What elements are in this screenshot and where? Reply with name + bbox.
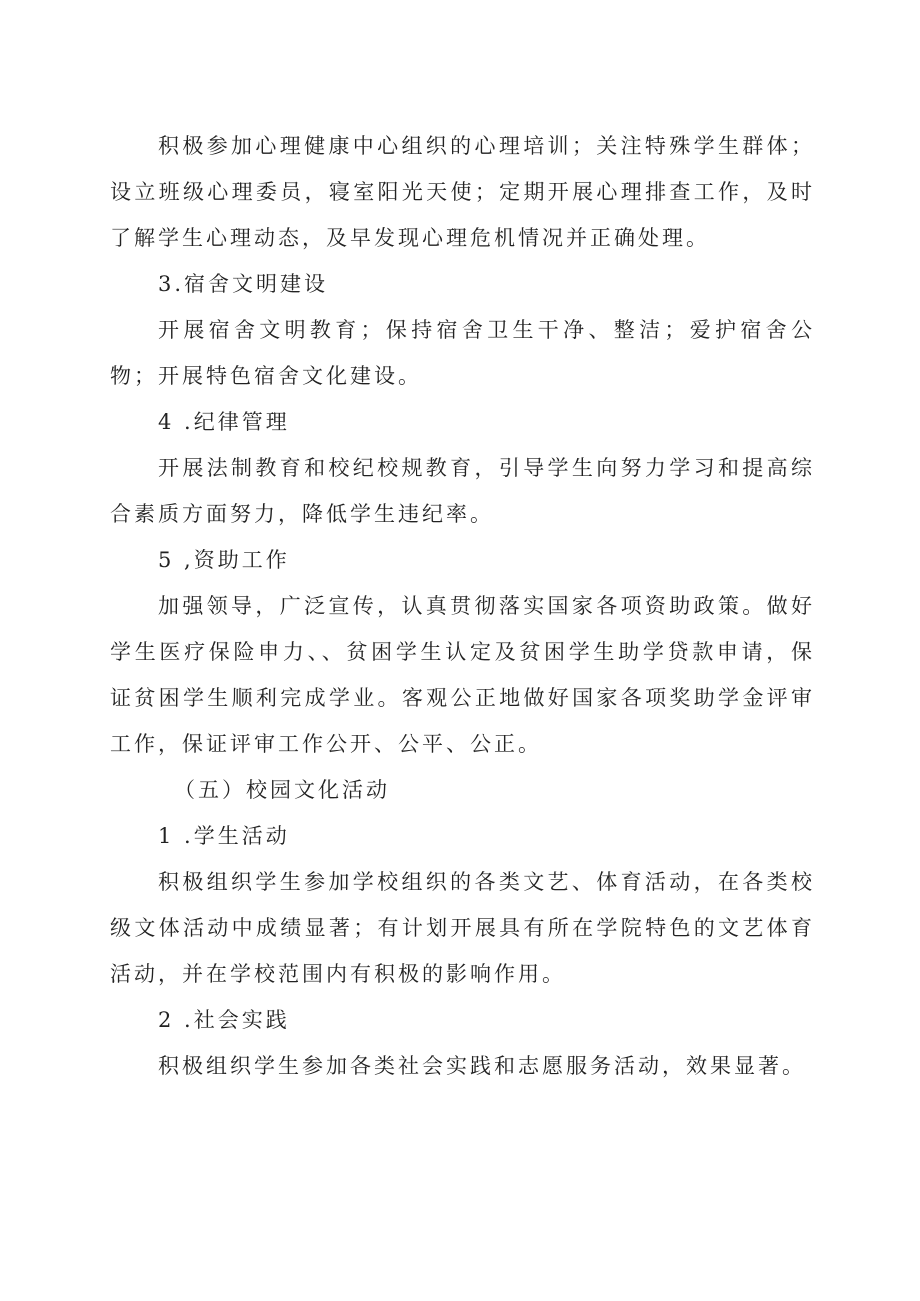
item-heading: 2 .社会实践 bbox=[158, 1008, 290, 1032]
body-paragraph: 积极组织学生参加学校组织的各类文艺、体育活动，在各类校级文体活动中成绩显著；有计划开展具有所在学院特色的文艺体育活动，并在学校范围内有积极的影响作用。 bbox=[110, 870, 815, 986]
document-body bbox=[110, 123, 815, 1089]
item-heading: 4 .纪律管理 bbox=[158, 410, 290, 434]
body-paragraph: 加强领导，广泛宣传，认真贯彻落实国家各项资助政策。做好学生医疗保险申力、、贫困学生认定及贫困学生助学贷款申请，保证贫困学生顺利完成学业。客观公正地做好国家各项奖助学金评审工作，保证评审工作公开、公平、公正。 bbox=[110, 594, 815, 756]
body-paragraph: 积极参加心理健康中心组织的心理培训；关注特殊学生群体；设立班级心理委员，寝室阳光天使；定期开展心理排查工作，及时了解学生心理动态，及早发现心理危机情况并正确处理。 bbox=[110, 134, 815, 250]
item-heading: 1 .学生活动 bbox=[158, 824, 290, 848]
item-heading: 3.宿舍文明建设 bbox=[158, 272, 329, 296]
body-paragraph: 开展宿舍文明教育；保持宿舍卫生干净、整洁；爱护宿舍公物；开展特色宿舍文化建设。 bbox=[110, 318, 815, 388]
body-paragraph: 开展法制教育和校纪校规教育，引导学生向努力学习和提高综合素质方面努力，降低学生违纪率。 bbox=[110, 456, 815, 526]
body-paragraph: 积极组织学生参加各类社会实践和志愿服务活动，效果显著。 bbox=[158, 1054, 806, 1078]
item-heading: 5 ,资助工作 bbox=[158, 548, 290, 572]
section-heading: （五）校园文化活动 bbox=[174, 778, 390, 802]
